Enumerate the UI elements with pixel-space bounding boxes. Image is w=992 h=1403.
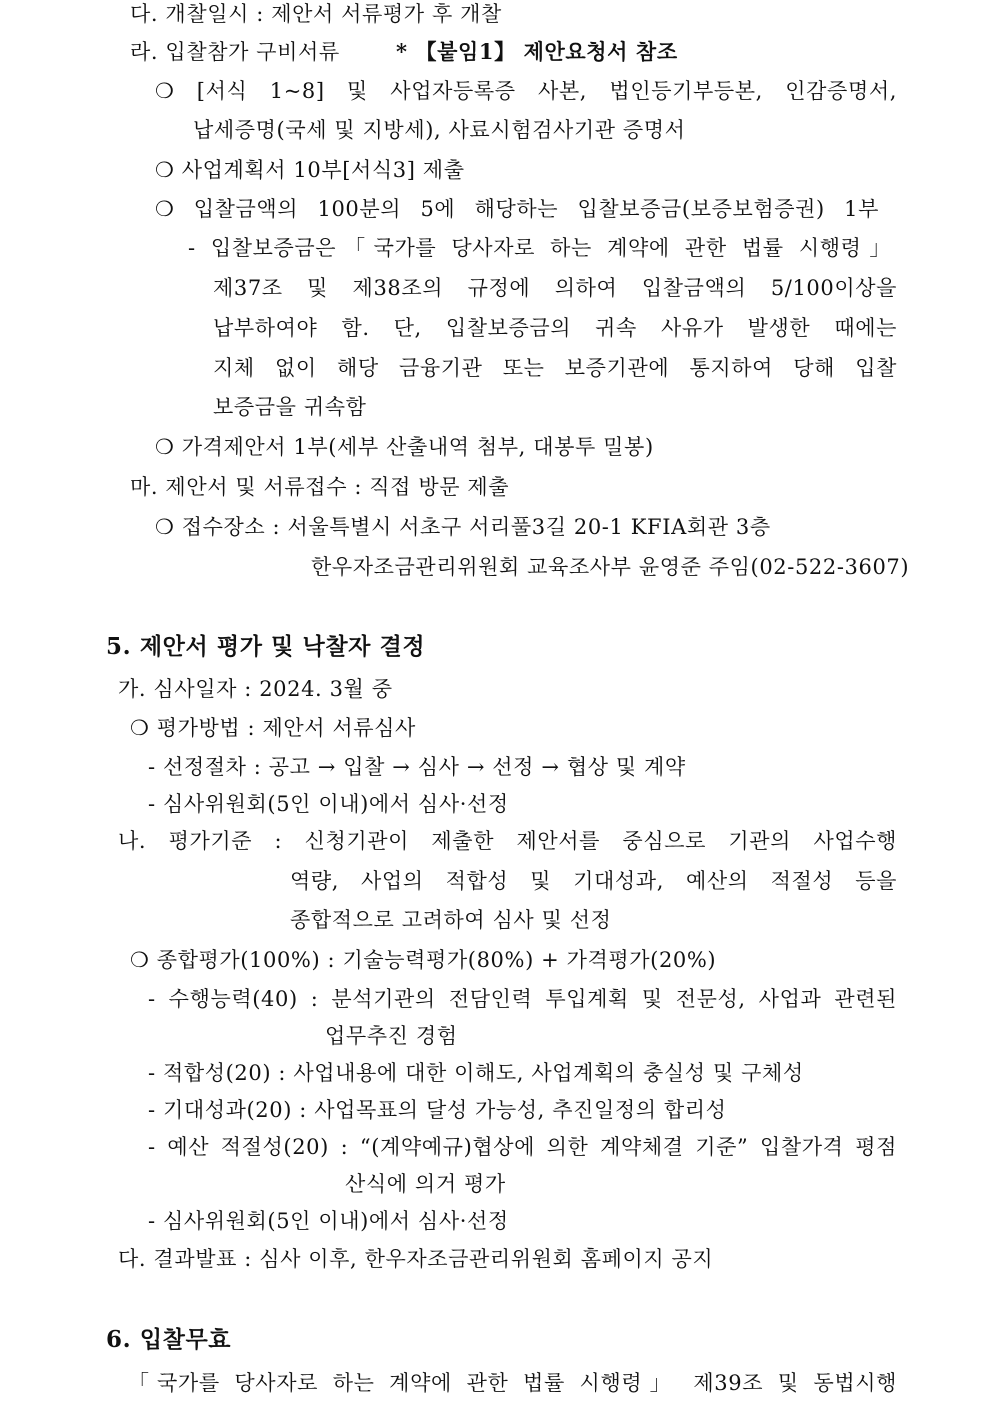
line-selection-procedure: - 선정절차 : 공고 → 입찰 → 심사 → 선정 → 협상 및 계약 [148, 755, 686, 779]
section-heading-5: 5. 제안서 평가 및 낙찰자 결정 [106, 633, 426, 660]
line-overall-eval: ❍ 종합평가(100%) : 기술능력평가(80%) + 가격평가(20%) [130, 948, 717, 972]
line-expected-results: - 기대성과(20) : 사업목표의 달성 가능성, 추진일정의 합리성 [148, 1098, 727, 1122]
line-bid-bond-law-cont4: 보증금을 귀속함 [213, 395, 367, 419]
line-suitability: - 적합성(20) : 사업내용에 대한 이해도, 사업계획의 충실성 및 구체성 [148, 1061, 804, 1085]
line-capability-cont: 업무추진 경험 [325, 1024, 458, 1048]
line-budget: - 예산 적절성(20) : “(계약예규)협상에 의한 계약체결 기준” 입찰가격 평점 [148, 1135, 897, 1159]
line-bid-bond-law: - 입찰보증금은「국가를 당사자로 하는 계약에 관한 법률 시행령」 [188, 236, 891, 260]
line-eval-criteria-cont1: 역량, 사업의 적합성 및 기대성과, 예산의 적절성 등을 [290, 869, 897, 893]
line-contact: 한우자조금관리위원회 교육조사부 윤영준 주임(02-522-3607) [311, 555, 910, 579]
line-capability: - 수행능력(40) : 분석기관의 전담인력 투입계획 및 전문성, 사업과 관련된 [148, 987, 897, 1011]
line-required-docs-heading: 라. 입찰참가 구비서류 [130, 40, 340, 64]
line-submission: 마. 제안서 및 서류접수 : 직접 방문 제출 [130, 475, 510, 499]
line-attachment-note: * 【붙임1】 제안요청서 참조 [396, 39, 678, 64]
line-result-announcement: 다. 결과발표 : 심사 이후, 한우자조금관리위원회 홈페이지 공지 [118, 1247, 714, 1271]
line-invalid-bid-law: 「국가를 당사자로 하는 계약에 관한 법률 시행령」 제39조 및 동법시행 [128, 1371, 897, 1395]
line-committee-2: - 심사위원회(5인 이내)에서 심사·선정 [148, 1209, 509, 1233]
line-eval-method: ❍ 평가방법 : 제안서 서류심사 [130, 716, 416, 740]
line-budget-cont: 산식에 의거 평가 [345, 1172, 506, 1196]
line-review-date: 가. 심사일자 : 2024. 3월 중 [118, 677, 393, 701]
line-business-plan: ❍ 사업계획서 10부[서식3] 제출 [155, 158, 465, 182]
line-committee: - 심사위원회(5인 이내)에서 심사·선정 [148, 792, 509, 816]
line-price-proposal: ❍ 가격제안서 1부(세부 산출내역 첨부, 대봉투 밀봉) [155, 435, 654, 459]
section-heading-6: 6. 입찰무효 [106, 1326, 232, 1353]
line-form-docs-cont: 납세증명(국세 및 지방세), 사료시험검사기관 증명서 [193, 118, 686, 142]
line-bid-bond-law-cont2: 납부하여야 함. 단, 입찰보증금의 귀속 사유가 발생한 때에는 [213, 316, 897, 340]
line-eval-criteria-cont2: 종합적으로 고려하여 심사 및 선정 [290, 908, 612, 932]
line-bid-bond-law-cont1: 제37조 및 제38조의 규정에 의하여 입찰금액의 5/100이상을 [213, 276, 897, 300]
line-bid-bond: ❍ 입찰금액의 100분의 5에 해당하는 입찰보증금(보증보험증권) 1부 [155, 197, 879, 221]
line-submission-place: ❍ 접수장소 : 서울특별시 서초구 서리풀3길 20-1 KFIA회관 3층 [155, 515, 771, 539]
line-form-docs: ❍ [서식 1~8] 및 사업자등록증 사본, 법인등기부등본, 인감증명서, [155, 79, 897, 103]
line-opening-date: 다. 개찰일시 : 제안서 서류평가 후 개찰 [130, 2, 502, 26]
line-eval-criteria: 나. 평가기준 : 신청기관이 제출한 제안서를 중심으로 기관의 사업수행 [118, 829, 897, 853]
line-bid-bond-law-cont3: 지체 없이 해당 금융기관 또는 보증기관에 통지하여 당해 입찰 [213, 356, 897, 380]
